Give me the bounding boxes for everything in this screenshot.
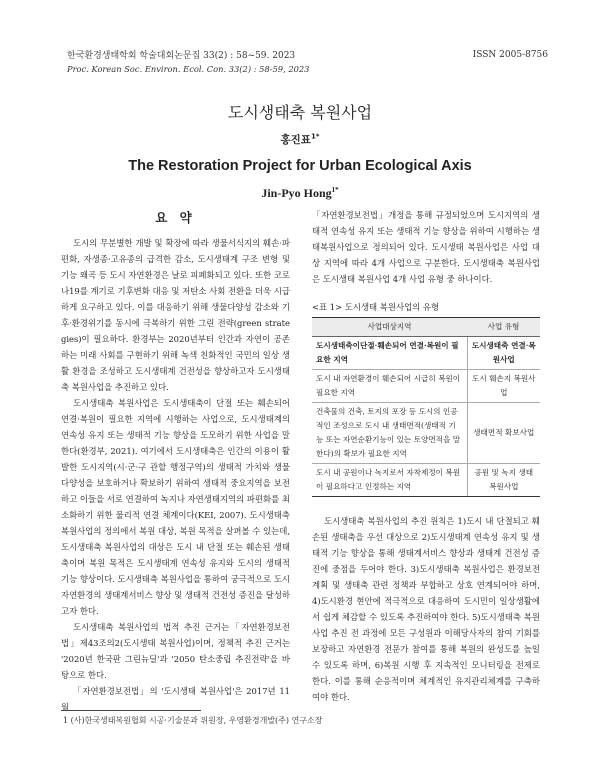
journal-citation-ko: 한국환경생태학회 학술대회논문집 33(2) : 58~59. 2023 bbox=[67, 51, 296, 61]
table-caption: <표 1> 도시생태 복원사업의 유형 bbox=[312, 302, 440, 312]
abstract-paragraph-1: 도시의 무분별한 개발 및 확장에 따라 생물서식지의 훼손·파편화, 자생종·고유종의 급격한 감소, 도시생태계 구조 변형 및 기능 왜곡 등 도시 자연환경은 날로 피폐화되고 있다. 또한 코로나19를 계기로 기후변화 대응 및 저탄소 사회 전환을 더욱 시급하게 요구하고 있다. 이를 대응하기 위해 생물다양성 감소와 기후·환경위기를 동시에 극복하기 위한 그린 전략(green strategies)이 필요하다. 환경부는 2020년부터 인간과 자연이 공존하는 미래 사회를 구현하기 위해 녹색 친화적인 국민의 일상 생활 환경을 조성하고 도시생태계 건전성을 향상하고자 도시생태축 복원사업을 추진하고 있다. bbox=[61, 238, 290, 392]
issn-label: ISSN 2005-8756 bbox=[472, 50, 548, 60]
right-paragraph-2: 도시생태축 복원사업의 추진 원칙은 1)도시 내 단절되고 훼손된 생태축을 우선 대상으로 2)도시생태계 연속성 유지 및 생태적 기능 향상을 통해 생태계서비스 향상과 생태계 건전성 증진에 중점을 두어야 한다. 3)도시생태축 복원사업은 환경보전계획 및 생태축 관련 정책과 부합하고 상호 연계되어야 하며, 4)도시환경 현안에 적극적으로 대응하여 도시민이 일상생활에서 쉽게 체감할 수 있도록 추진하여야 한다. 5)도시생태축 복원사업 추진 전 과정에 모든 구성원과 이해당사자의 참여 기회를 보장하고 자연환경 전문가 참여를 통해 복원의 완성도를 높일 수 있도록 하며, 6)복원 시행 후 지속적인 모니터링을 전제로 한다. 이를 통해 순응적이며 체계적인 유지관리체계를 구축하여야 한다. bbox=[312, 516, 540, 702]
author-name-en: Jin-Pyo Hong bbox=[261, 186, 332, 200]
table-cell-type: 생태면적 확보사업 bbox=[467, 403, 540, 464]
title-korean: 도시생태축 복원사업 bbox=[227, 103, 373, 122]
table-cell-type: 도시 훼손지 복원사업 bbox=[467, 370, 540, 403]
abstract-paragraph-3: 도시생태축 복원사업의 법적 추진 근거는「자연환경보전법」제43조의2(도시생태 복원사업)이며, 정책적 추진 근거는 '2020년 한국판 그린뉴딜'과 '2050 탄소중립 추진전략'을 바탕으로 한다. bbox=[61, 622, 290, 680]
table-cell-region: 건축물의 건축, 토지의 포장 등 도시의 인공적인 조성으로 도시 내 생태면적(생태적 기능 또는 자연순환기능이 있는 토양면적을 말한다)의 확보가 필요한 지역 bbox=[312, 403, 467, 464]
table-row bbox=[312, 403, 540, 464]
author-name-ko: 홍진표 bbox=[280, 134, 311, 146]
footnote-divider bbox=[61, 710, 201, 711]
journal-citation-en: Proc. Korean Soc. Environ. Ecol. Con. 33(2) : 58-59, 2023 bbox=[67, 64, 310, 74]
abstract-heading: 요 약 bbox=[155, 210, 196, 225]
author-english bbox=[0, 186, 600, 201]
abstract-paragraph-4: 「자연환경보전법」의 '도시생태 복원사업'은 2017년 11월 bbox=[61, 686, 290, 712]
table-row bbox=[312, 370, 540, 403]
left-column bbox=[61, 208, 290, 715]
right-column bbox=[312, 207, 540, 705]
footnote: 1 (사)한국생태복원협회 시공·기술분과 위원장, 우영환경개발(주) 연구소장 bbox=[63, 716, 323, 725]
right-paragraph-1: 「자연환경보전법」개정을 통해 규정되었으며 도시지역의 생태적 연속성 유지 또는 생태적 기능 향상을 위하여 시행하는 생태복원사업으로 정의되어 있다. 도시생태 복원사업은 사업 대상 지역에 따라 4개 사업으로 구분한다. 도시생태축 복원사업은 도시생태 복원사업 4개 사업 유형 중 하나이다. bbox=[312, 210, 540, 284]
table-header-type: 사업 유형 bbox=[467, 318, 540, 337]
table-row bbox=[312, 464, 540, 497]
table-cell-region: 도시생태축이단절·훼손되어 연결·복원이 필요한 지역 bbox=[312, 337, 467, 370]
author-ko-affiliation-mark: 1* bbox=[310, 132, 320, 141]
abstract-paragraph-2: 도시생태축 복원사업은 도시생태축이 단절 또는 훼손되어 연결·복원이 필요한 지역에 시행하는 사업으로, 도시생태계의 연속성 유지 또는 생태적 기능 향상을 도모하기 위한 사업을 말한다(환경부, 2021). 여기에서 도시생태축은 인간의 이용이 활발한 도시지역(시·군·구 관할 행정구역)의 생태적 가치와 생물다양성을 보호하거나 확보하기 위하여 생태적 중요지역을 보전하고 이들을 서로 연결하여 녹지나 자연생태지역의 파편화를 최소화하기 위한 물리적 연결 체계이다(KEI, 2007). 도시생태축 복원사업의 정의에서 복원 대상, 복원 목적을 살펴볼 수 있는데, 도시생태축 복원사업의 대상은 도시 내 단절 또는 훼손된 생태축이며 복원 목적은 도시생태계 연속성 유지와 도시의 생태적 기능 향상이다. 도시생태축 복원사업을 통하여 궁극적으로 도시 자연환경의 생태계서비스 향상 및 생태적 건전성 증진을 달성하고자 한다. bbox=[61, 398, 290, 616]
journal-header bbox=[67, 50, 309, 76]
table-cell-type: 도시생태축 연결·복원사업 bbox=[467, 337, 540, 370]
author-korean bbox=[0, 132, 600, 147]
table-row bbox=[312, 337, 540, 370]
table-cell-type: 공원 및 녹지 생태복원사업 bbox=[467, 464, 540, 497]
project-type-table bbox=[312, 317, 540, 497]
table-header-region: 사업대상지역 bbox=[312, 318, 467, 337]
table-cell-region: 도시 내 자연환경이 훼손되어 시급히 복원이 필요한 지역 bbox=[312, 370, 467, 403]
table-cell-region: 도시 내 공원이나 녹지로서 자착제정이 복원이 필요하다고 인정하는 지역 bbox=[312, 464, 467, 497]
title-english: The Restoration Project for Urban Ecological Axis bbox=[128, 158, 472, 174]
author-en-affiliation-mark: 1* bbox=[331, 186, 339, 194]
